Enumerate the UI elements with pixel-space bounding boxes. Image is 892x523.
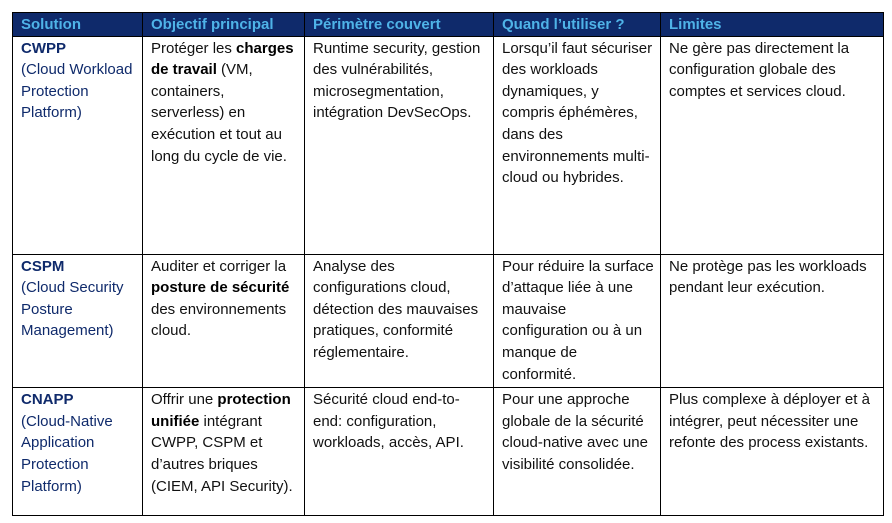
solution-fullname: (Cloud-Native Application Protection Platform) <box>21 412 113 495</box>
objective-text: Protéger les <box>151 39 237 57</box>
header-scope: Périmètre couvert <box>305 13 494 37</box>
objective-text: Offrir une <box>151 391 218 409</box>
table-row-cnapp <box>13 388 884 516</box>
scope-cell: Sécurité cloud end-to-end: configuration, workloads, accès, API. <box>305 388 494 516</box>
objective-highlight: posture de sécurité <box>151 279 290 297</box>
limits-cell: Ne gère pas directement la configuration globale des comptes et services cloud. <box>661 36 884 254</box>
when-cell: Lorsqu’il faut sécuriser des workloads dynamiques, y compris éphémères, dans des environnements multi-cloud ou hybrides. <box>494 36 661 254</box>
objective-cell <box>143 388 305 516</box>
scope-cell: Runtime security, gestion des vulnérabilités, microsegmentation, intégration DevSecOps. <box>305 36 494 254</box>
header-solution: Solution <box>13 13 143 37</box>
objective-text: des environnements cloud. <box>151 300 287 340</box>
scope-cell: Analyse des configurations cloud, détection des mauvaises pratiques, conformité réglementaire. <box>305 254 494 388</box>
comparison-table <box>12 12 884 516</box>
header-row <box>13 13 884 37</box>
header-when: Quand l’utiliser ? <box>494 13 661 37</box>
when-cell: Pour une approche globale de la sécurité cloud-native avec une visibilité consolidée. <box>494 388 661 516</box>
solution-fullname: (Cloud Workload Protection Platform) <box>21 61 133 122</box>
objective-text: (VM, containers, serverless) en exécution et tout au long du cycle de vie. <box>151 61 287 165</box>
limits-cell: Ne protège pas les workloads pendant leur exécution. <box>661 254 884 388</box>
solution-cell <box>13 254 143 388</box>
solution-acronym: CWPP <box>21 39 66 57</box>
objective-highlight: protection unifiée <box>151 391 291 430</box>
objective-cell <box>143 254 305 388</box>
objective-highlight: charges de travail <box>151 39 294 79</box>
comparison-table-wrapper <box>12 12 884 516</box>
when-cell: Pour réduire la surface d’attaque liée à une mauvaise configuration ou à un manque de conformité. <box>494 254 661 388</box>
table-row-cwpp <box>13 36 884 254</box>
limits-cell: Plus complexe à déployer et à intégrer, peut nécessiter une refonte des process existants. <box>661 388 884 516</box>
solution-cell <box>13 36 143 254</box>
table-row-cspm <box>13 254 884 388</box>
objective-text: intégrant CWPP, CSPM et d’autres briques (CIEM, API Security). <box>151 412 293 495</box>
header-limits: Limites <box>661 13 884 37</box>
solution-fullname: (Cloud Security Posture Management) <box>21 279 124 340</box>
solution-acronym: CNAPP <box>21 391 74 409</box>
objective-text: Auditer et corriger la <box>151 257 287 275</box>
header-objective: Objectif principal <box>143 13 305 37</box>
objective-cell <box>143 36 305 254</box>
solution-cell <box>13 388 143 516</box>
solution-acronym: CSPM <box>21 257 65 275</box>
